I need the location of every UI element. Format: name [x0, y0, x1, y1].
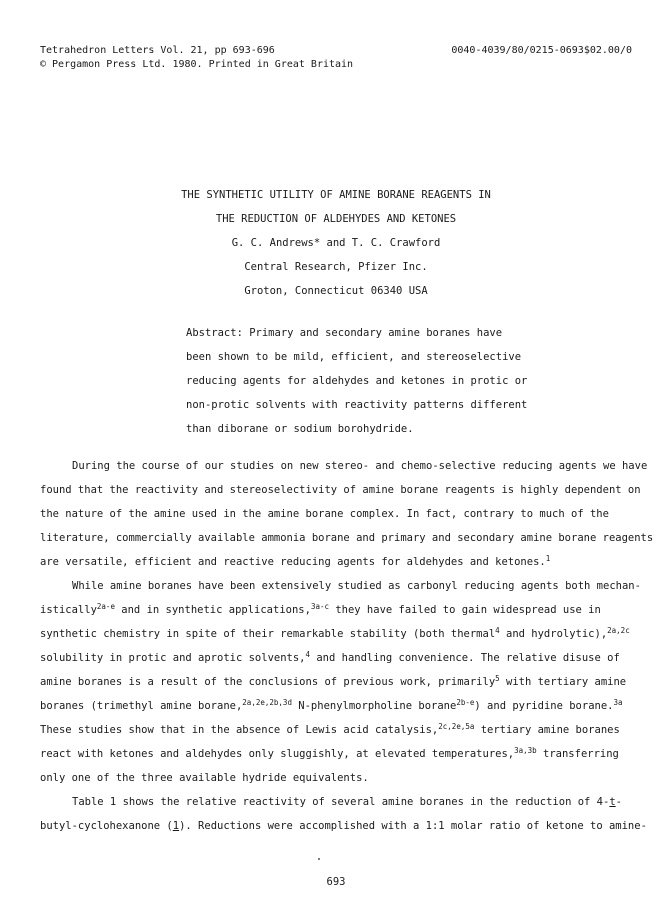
- text-line: literature, commercially available ammonia borane and primary and secondary amine borane reagents: [40, 532, 654, 544]
- abstract-line: non-protic solvents with reactivity patterns different: [186, 399, 528, 411]
- text-line: solubility in protic and aprotic solvents,$^4$ and handling convenience. The relative disuse of: [40, 650, 620, 664]
- journal-header: [40, 44, 353, 72]
- article-code: 0040-4039/80/0215-0693$02.00/0: [451, 45, 632, 56]
- abstract-line: than diborane or sodium borohydride.: [186, 423, 414, 435]
- page-number: 693: [326, 876, 346, 888]
- affiliation-org: Central Research, Pfizer Inc.: [244, 261, 428, 273]
- abstract-line: reducing agents for aldehydes and ketones in protic or: [186, 375, 528, 387]
- text-line: istically$^{2a-e}$ and in synthetic applications,$^{3a-c}$ they have failed to gain widespread use in: [40, 602, 601, 616]
- body-paragraph-2: [40, 574, 641, 790]
- text-line: only one of the three available hydride equivalents.: [40, 772, 369, 784]
- footnote-ref: 2a,2e,2b,3d: [242, 698, 292, 707]
- text-line: react with ketones and aldehydes only sluggishly, at elevated temperatures,$^{3a,3b}$ transferring: [40, 746, 619, 760]
- italic-tert: t: [609, 796, 616, 808]
- text-line: boranes (trimethyl amine borane,$^{2a,2e,2b,3d}$ N-phenylmorpholine borane$^{2b-e}$) and pyridine borane.$^{3a}$: [40, 698, 623, 712]
- title-line-2: THE REDUCTION OF ALDEHYDES AND KETONES: [215, 213, 457, 225]
- footnote-ref: 2a-e: [96, 602, 115, 611]
- footnote-ref: 1: [545, 554, 551, 563]
- affiliation-location: Groton, Connecticut 06340 USA: [244, 285, 428, 297]
- body-paragraph-1: [40, 454, 654, 574]
- footnote-ref: 4: [305, 650, 311, 659]
- footnote-ref: 2b-e: [456, 698, 475, 707]
- footnote-ref: 3a,3b: [514, 746, 537, 755]
- body-paragraph-3: [40, 790, 647, 838]
- authors: G. C. Andrews* and T. C. Crawford: [231, 237, 441, 249]
- text-line: are versatile, efficient and reactive reducing agents for aldehydes and ketones.$^1$: [40, 554, 551, 568]
- title-line-1: THE SYNTHETIC UTILITY OF AMINE BORANE REAGENTS IN: [181, 189, 491, 201]
- text-line: the nature of the amine used in the amine borane complex. In fact, contrary to much of the: [40, 508, 609, 520]
- text-line: During the course of our studies on new stereo- and chemo-selective reducing agents we have: [72, 460, 648, 472]
- footnote-ref: 3a: [613, 698, 623, 707]
- text-line: found that the reactivity and stereoselectivity of amine borane reagents is highly dependent on: [40, 484, 641, 496]
- text-line: Table 1 shows the relative reactivity of several amine boranes in the reduction of 4-t-: [72, 796, 622, 808]
- footnote-ref: 5: [495, 674, 500, 683]
- journal-citation: Tetrahedron Letters Vol. 21, pp 693-696: [40, 45, 275, 56]
- compound-ref: 1: [172, 820, 180, 832]
- text-line: These studies show that in the absence of Lewis acid catalysis,$^{2c,2e,5a}$ tertiary amine boranes: [40, 722, 620, 736]
- abstract-line: Abstract: Primary and secondary amine boranes have: [186, 327, 503, 339]
- speck-mark: [318, 858, 320, 860]
- text-line: amine boranes is a result of the conclusions of previous work, primarily$^5$ with tertiary amine: [40, 674, 627, 688]
- copyright-line: © Pergamon Press Ltd. 1980. Printed in Great Britain: [40, 59, 354, 70]
- footnote-ref: 2c,2e,5a: [438, 722, 475, 731]
- abstract-line: been shown to be mild, efficient, and stereoselective: [186, 351, 522, 363]
- text-line: While amine boranes have been extensively studied as carbonyl reducing agents both mechan-: [72, 580, 641, 592]
- text-line: butyl-cyclohexanone (1). Reductions were accomplished with a 1:1 molar ratio of ketone to amine-: [40, 820, 647, 832]
- footnote-ref: 4: [495, 626, 500, 635]
- footnote-ref: 3a-c: [310, 602, 329, 611]
- text-line: synthetic chemistry in spite of their remarkable stability (both thermal$^4$ and hydrolytic),$^{2a,2c}$: [40, 626, 630, 640]
- abstract: [186, 321, 527, 441]
- footnote-ref: 2a,2c: [607, 626, 630, 635]
